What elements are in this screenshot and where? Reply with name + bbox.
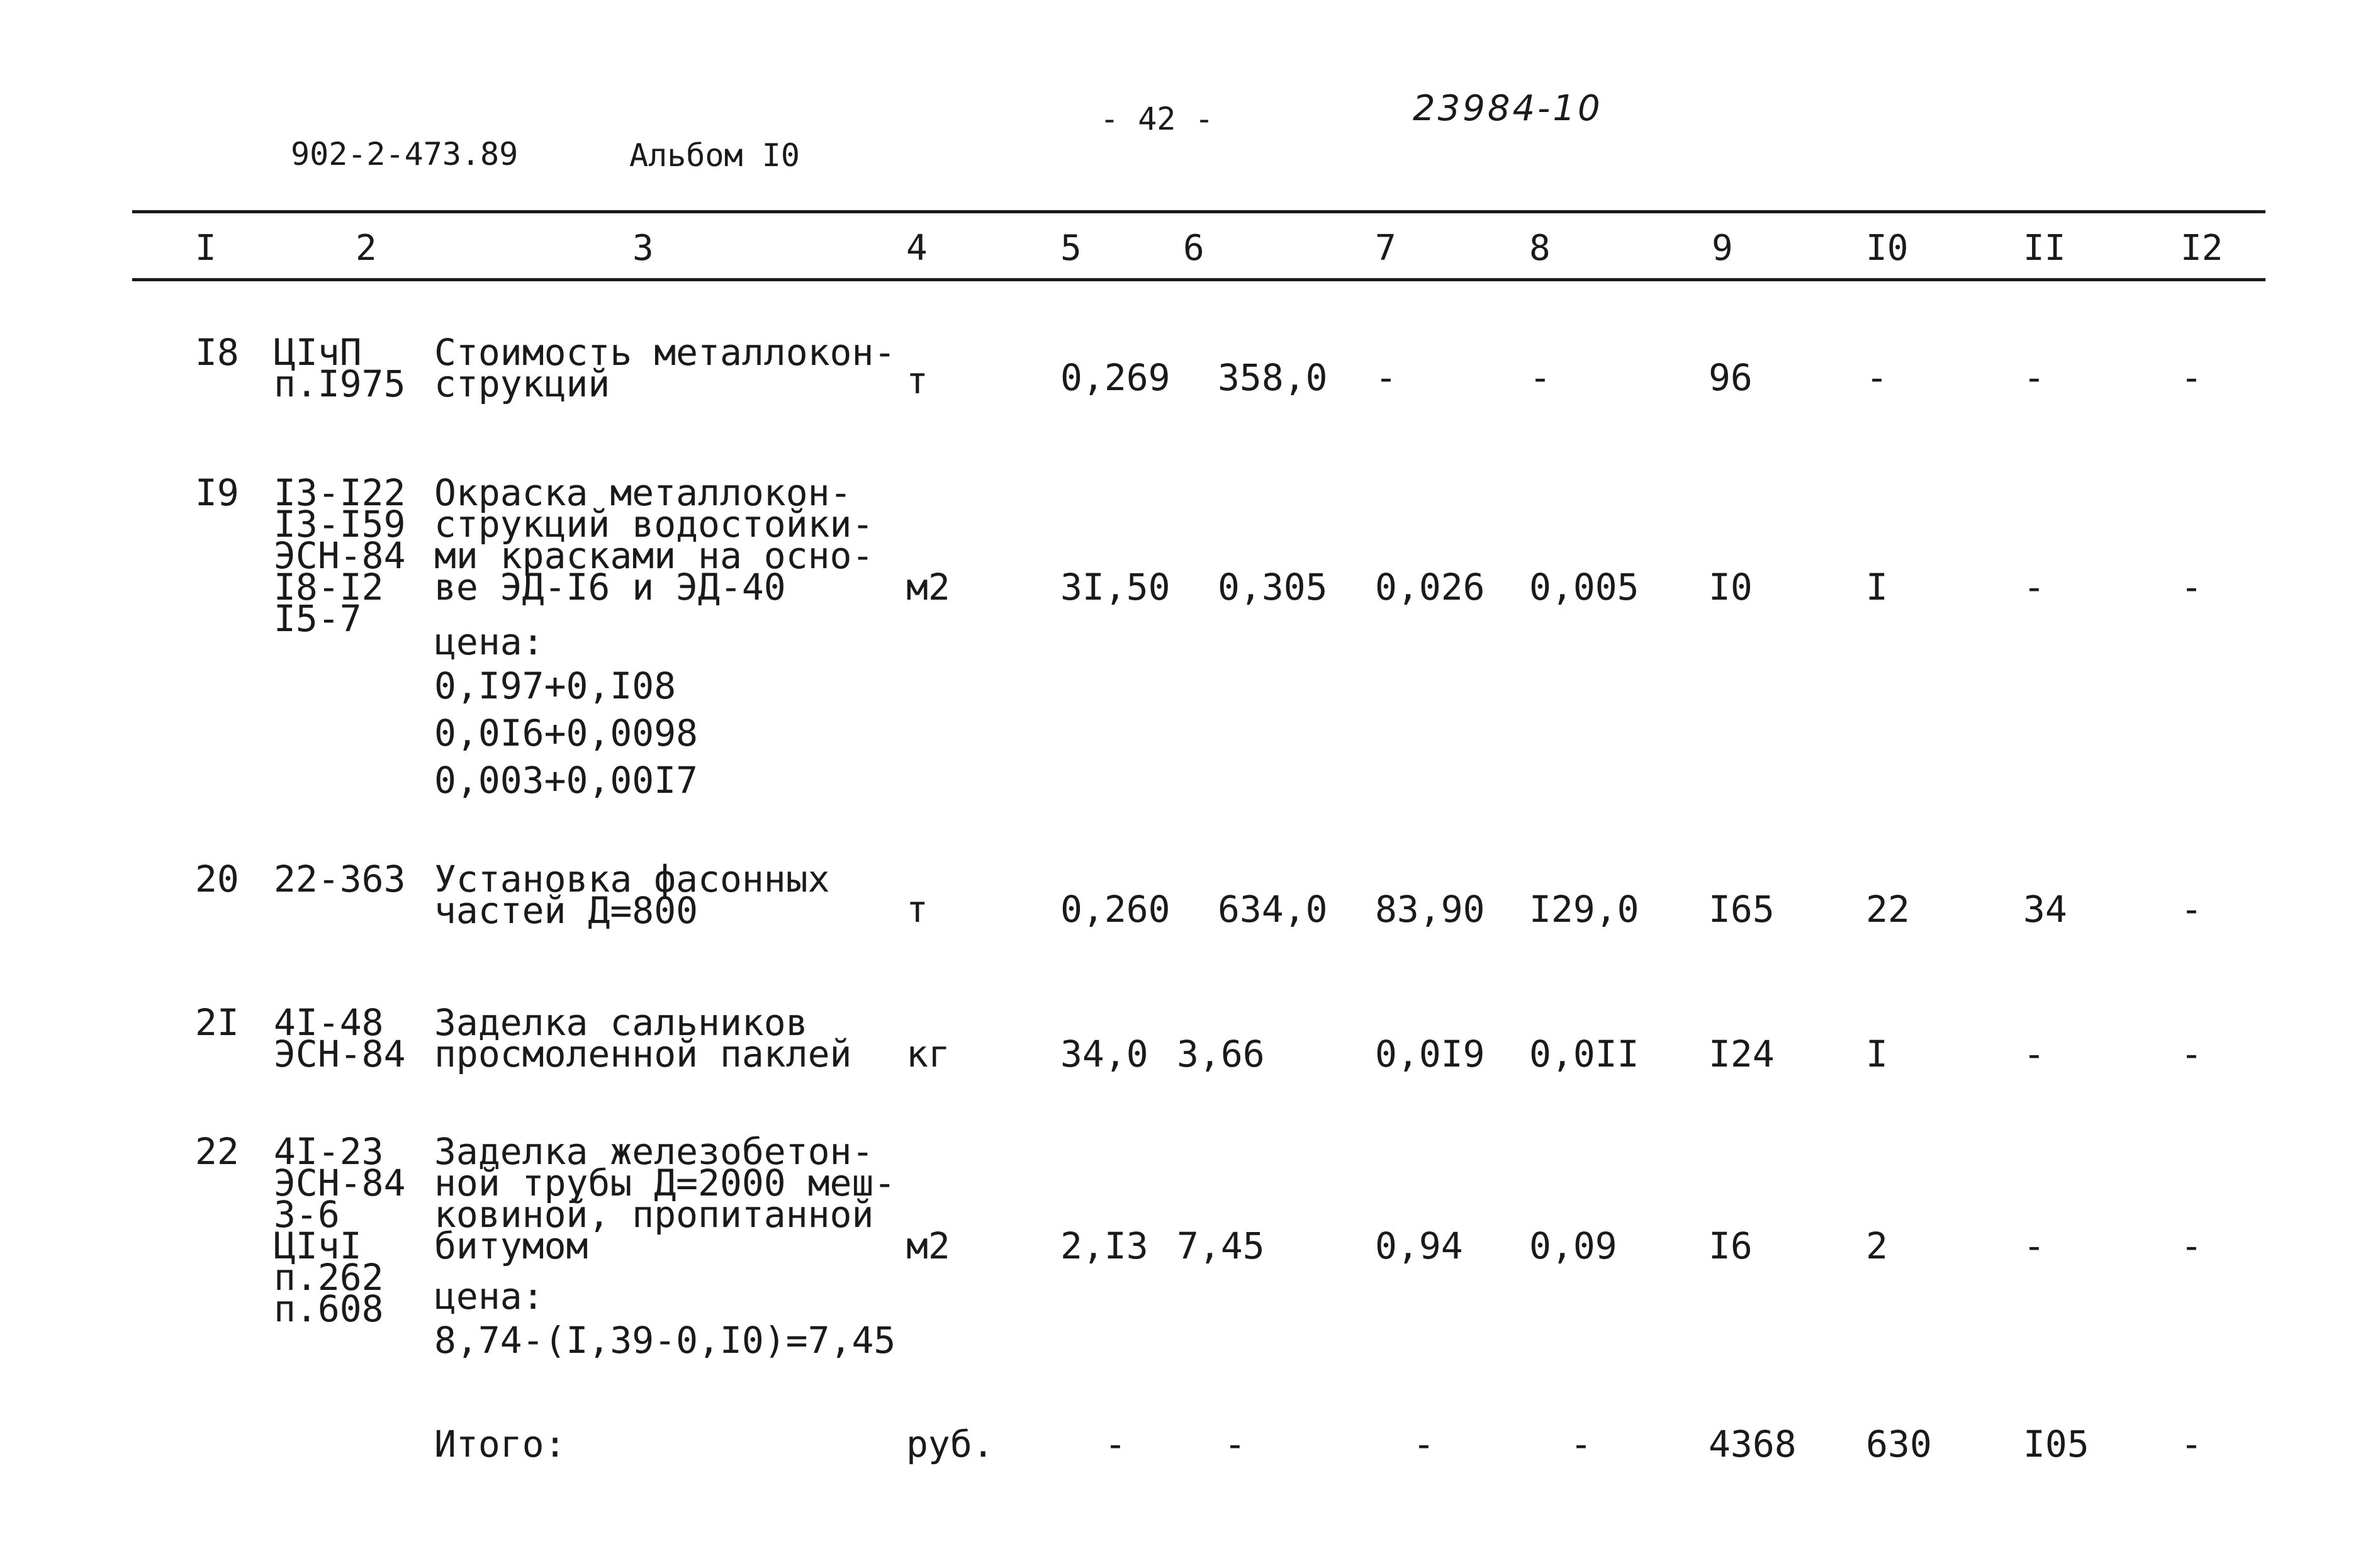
- table-top-rule: [132, 210, 2265, 213]
- total-col11: I05: [2023, 1423, 2089, 1465]
- row-unit: т: [906, 888, 928, 931]
- col-header-6: 6: [1183, 228, 1204, 269]
- cell-col6: 0,305: [1218, 566, 1328, 608]
- cell-col11: -: [2023, 1033, 2045, 1075]
- total-col12: -: [2181, 1423, 2203, 1465]
- cell-col8: 0,0II: [1529, 1033, 1639, 1075]
- page-number: - 42 -: [1100, 101, 1214, 137]
- cell-col8: 0,09: [1529, 1224, 1617, 1267]
- row-unit: м2: [906, 566, 950, 608]
- price-line: 0,0I6+0,0098: [434, 712, 699, 754]
- row-description: Окраска металлокон- струкций водостойки- ми красками на осно- ве ЭД-I6 и ЭД-40: [434, 471, 874, 608]
- cell-col10: -: [1866, 356, 1888, 399]
- col-header-9: 9: [1712, 228, 1733, 269]
- document-code: 902-2-473.89: [291, 136, 519, 172]
- cell-col7: -: [1375, 356, 1397, 399]
- cell-col7: 83,90: [1375, 888, 1485, 931]
- price-line: 0,I97+0,I08: [434, 664, 676, 707]
- total-col10: 630: [1866, 1423, 1932, 1465]
- cell-col9: I0: [1709, 566, 1753, 608]
- price-line: 0,003+0,00I7: [434, 759, 699, 802]
- col-header-2: 2: [356, 228, 377, 269]
- table-header-rule: [132, 278, 2265, 281]
- row-unit: м2: [906, 1224, 950, 1267]
- cell-col9: 96: [1709, 356, 1753, 399]
- price-label: цена:: [434, 620, 544, 663]
- row-description: Заделка сальников просмоленной паклей: [434, 1001, 852, 1075]
- row-description: Установка фасонных частей Д=800: [434, 858, 830, 932]
- cell-col11: -: [2023, 356, 2045, 399]
- row-number: 20: [195, 858, 239, 900]
- cell-col11: 34: [2023, 888, 2067, 931]
- cell-col8: I29,0: [1529, 888, 1639, 931]
- cell-col7: 0,0I9: [1375, 1033, 1485, 1075]
- cell-col8: -: [1529, 356, 1551, 399]
- handwritten-number: 23984-10: [1413, 88, 1603, 129]
- row-codes: 4I-23 ЭСН-84 3-6 ЦIчI п.262 п.608: [274, 1130, 406, 1330]
- total-label: Итого:: [434, 1423, 566, 1465]
- col-header-7: 7: [1375, 228, 1396, 269]
- cell-col7: 0,026: [1375, 566, 1485, 608]
- cell-col10: 22: [1866, 888, 1910, 931]
- row-unit: т: [906, 359, 928, 402]
- cell-col12: -: [2181, 566, 2203, 608]
- row-description: Стоимость металлокон- струкций: [434, 331, 896, 405]
- total-col7: -: [1413, 1423, 1435, 1465]
- cell-col12: -: [2181, 356, 2203, 399]
- col-header-12: I2: [2181, 228, 2223, 269]
- col-header-3: 3: [632, 228, 654, 269]
- cell-col10: I: [1866, 1033, 1888, 1075]
- cell-col7: 0,94: [1375, 1224, 1463, 1267]
- row-number: 22: [195, 1130, 239, 1173]
- cell-col9: I6: [1709, 1224, 1753, 1267]
- cell-col5: 0,269: [1060, 356, 1170, 399]
- cell-col5: 3I,50: [1060, 566, 1170, 608]
- total-col8: -: [1570, 1423, 1592, 1465]
- col-header-5: 5: [1060, 228, 1082, 269]
- cell-col9: I24: [1709, 1033, 1775, 1075]
- col-header-11: II: [2023, 228, 2066, 269]
- row-description: Заделка железобетон- ной трубы Д=2000 меш- ковиной, пропитанной битумом: [434, 1130, 896, 1267]
- row-codes: ЦIчП п.I975: [274, 331, 406, 405]
- row-number: 2I: [195, 1001, 239, 1044]
- row-codes: 4I-48 ЭСН-84: [274, 1001, 406, 1075]
- total-col9: 4368: [1709, 1423, 1797, 1465]
- cell-col5: 0,260: [1060, 888, 1170, 931]
- total-col5: -: [1104, 1423, 1126, 1465]
- cell-col10: I: [1866, 566, 1888, 608]
- col-header-10: I0: [1866, 228, 1909, 269]
- row-unit: кг: [906, 1033, 950, 1075]
- cell-col8: 0,005: [1529, 566, 1639, 608]
- col-header-8: 8: [1529, 228, 1551, 269]
- cell-col6: 358,0: [1218, 356, 1328, 399]
- cell-col6: 634,0: [1218, 888, 1328, 931]
- cell-col11: -: [2023, 566, 2045, 608]
- row-number: I9: [195, 471, 239, 514]
- cell-col11: -: [2023, 1224, 2045, 1267]
- cell-col5: 2,I3: [1060, 1224, 1148, 1267]
- cell-col6: 7,45: [1177, 1224, 1265, 1267]
- cell-col12: -: [2181, 1224, 2203, 1267]
- total-col6: -: [1224, 1423, 1246, 1465]
- album-label: Альбом I0: [629, 137, 800, 174]
- row-codes: I3-I22 I3-I59 ЭСН-84 I8-I2 I5-7: [274, 471, 406, 640]
- cell-col9: I65: [1709, 888, 1775, 931]
- cell-col6: 3,66: [1177, 1033, 1265, 1075]
- cell-col12: -: [2181, 888, 2203, 931]
- price-line: 8,74-(I,39-0,I0)=7,45: [434, 1319, 896, 1362]
- row-codes: 22-363: [274, 858, 406, 900]
- col-header-1: I: [195, 228, 216, 269]
- cell-col10: 2: [1866, 1224, 1888, 1267]
- price-label: цена:: [434, 1275, 544, 1318]
- row-number: I8: [195, 331, 239, 374]
- cell-col12: -: [2181, 1033, 2203, 1075]
- cell-col5: 34,0: [1060, 1033, 1148, 1075]
- col-header-4: 4: [906, 228, 928, 269]
- total-unit: руб.: [906, 1423, 994, 1465]
